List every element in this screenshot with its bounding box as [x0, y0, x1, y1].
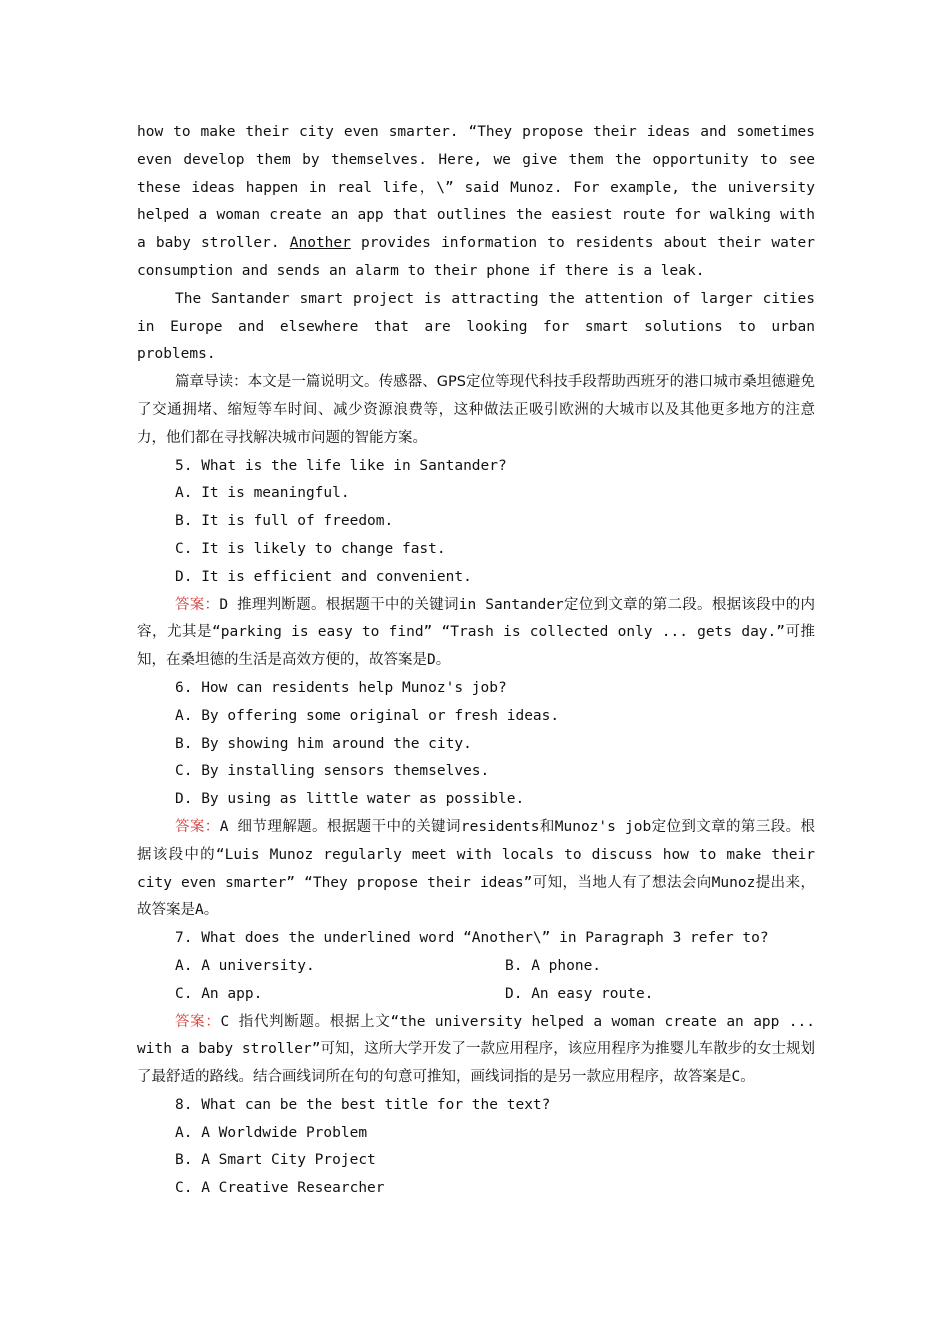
answer-label: 答案： — [175, 596, 220, 613]
q6-option-a: A. By offering some original or fresh ideas. — [175, 707, 560, 724]
q7-option-c: C. An app. — [175, 985, 263, 1002]
q5-option-a: A. It is meaningful. — [175, 485, 350, 502]
q7-option-a: A. A university. — [175, 957, 315, 974]
q7-option-d: D. An easy route. — [505, 985, 654, 1002]
q5-option-c: C. It is likely to change fast. — [175, 540, 446, 557]
answer-text: C 指代判断题。根据上文“the university helped a woman create an app ... with a baby stroller”可知，这所大学开发了一款应用程序，该应用程序为推婴儿车散步的女士规划了最舒适的路线。结合画线词所在句的句意可推知，画线词指的是另一款应用程序，故答案是C。 — [137, 1013, 815, 1086]
question-6: 6. How can residents help Munoz's job? — [175, 679, 507, 696]
question-7: 7. What does the underlined word “Another\” in Paragraph 3 refer to? — [175, 930, 769, 947]
answer-label: 答案： — [175, 1013, 221, 1030]
answer-text: A 细节理解题。根据题干中的关键词residents和Munoz's job定位到文章的第三段。根据该段中的“Luis Munoz regularly meet with locals to discuss how to make their city even smarter” “They propose their ideas”可知，当地人有了想法会向Munoz提出来，故答案是A。 — [137, 818, 816, 919]
q7-answer — [137, 1009, 815, 1092]
q8-option-a: A. A Worldwide Problem — [175, 1124, 368, 1141]
passage-guide: 篇章导读：本文是一篇说明文。传感器、GPS定位等现代科技手段帮助西班牙的港口城市桑坦德避免了交通拥堵、缩短等车时间、减少资源浪费等，这种做法正吸引欧洲的大城市以及其他更多地方的注意力，他们都在寻找解决城市问题的智能方案。 — [137, 374, 815, 446]
document-page — [137, 119, 815, 1203]
passage-paragraph-3 — [137, 119, 815, 286]
q6-answer — [137, 814, 815, 925]
answer-label: 答案： — [175, 818, 220, 835]
underlined-word: Another — [289, 235, 351, 252]
q7-options-row-2 — [137, 981, 815, 1009]
q5-option-b: B. It is full of freedom. — [175, 513, 394, 530]
q7-option-b: B. A phone. — [505, 957, 602, 974]
q5-option-d: D. It is efficient and convenient. — [175, 568, 472, 585]
answer-text: D 推理判断题。根据题干中的关键词in Santander定位到文章的第二段。根据该段中的内容，尤其是“parking is easy to find” “Trash is collected only ... gets day.”可推知，在桑坦德的生活是高效方便的，故答案是D。 — [137, 596, 816, 669]
passage-text: how to make their city even smarter. “They propose their ideas and sometimes even develop them by themselves. Here, we give them the opportunity to see these ideas happen in real life，\” said Munoz. For example, the university helped a woman create an app that outlines the easiest route for walking with a baby stroller. — [137, 124, 815, 252]
q8-option-c: C. A Creative Researcher — [175, 1180, 385, 1197]
q8-option-b: B. A Smart City Project — [175, 1152, 376, 1169]
passage-paragraph-4: The Santander smart project is attracting the attention of larger cities in Europe and elsewhere that are looking for smart solutions to urban problems. — [137, 290, 815, 363]
q7-options-row-1 — [137, 953, 815, 981]
question-8: 8. What can be the best title for the text? — [175, 1096, 551, 1113]
question-5: 5. What is the life like in Santander? — [175, 457, 507, 474]
q6-option-c: C. By installing sensors themselves. — [175, 763, 490, 780]
q6-option-b: B. By showing him around the city. — [175, 735, 472, 752]
q6-option-d: D. By using as little water as possible. — [175, 791, 525, 808]
q5-answer — [137, 592, 815, 675]
passage-text: provides information to residents about their water consumption and sends an alarm to their phone if there is a leak. — [137, 235, 815, 279]
